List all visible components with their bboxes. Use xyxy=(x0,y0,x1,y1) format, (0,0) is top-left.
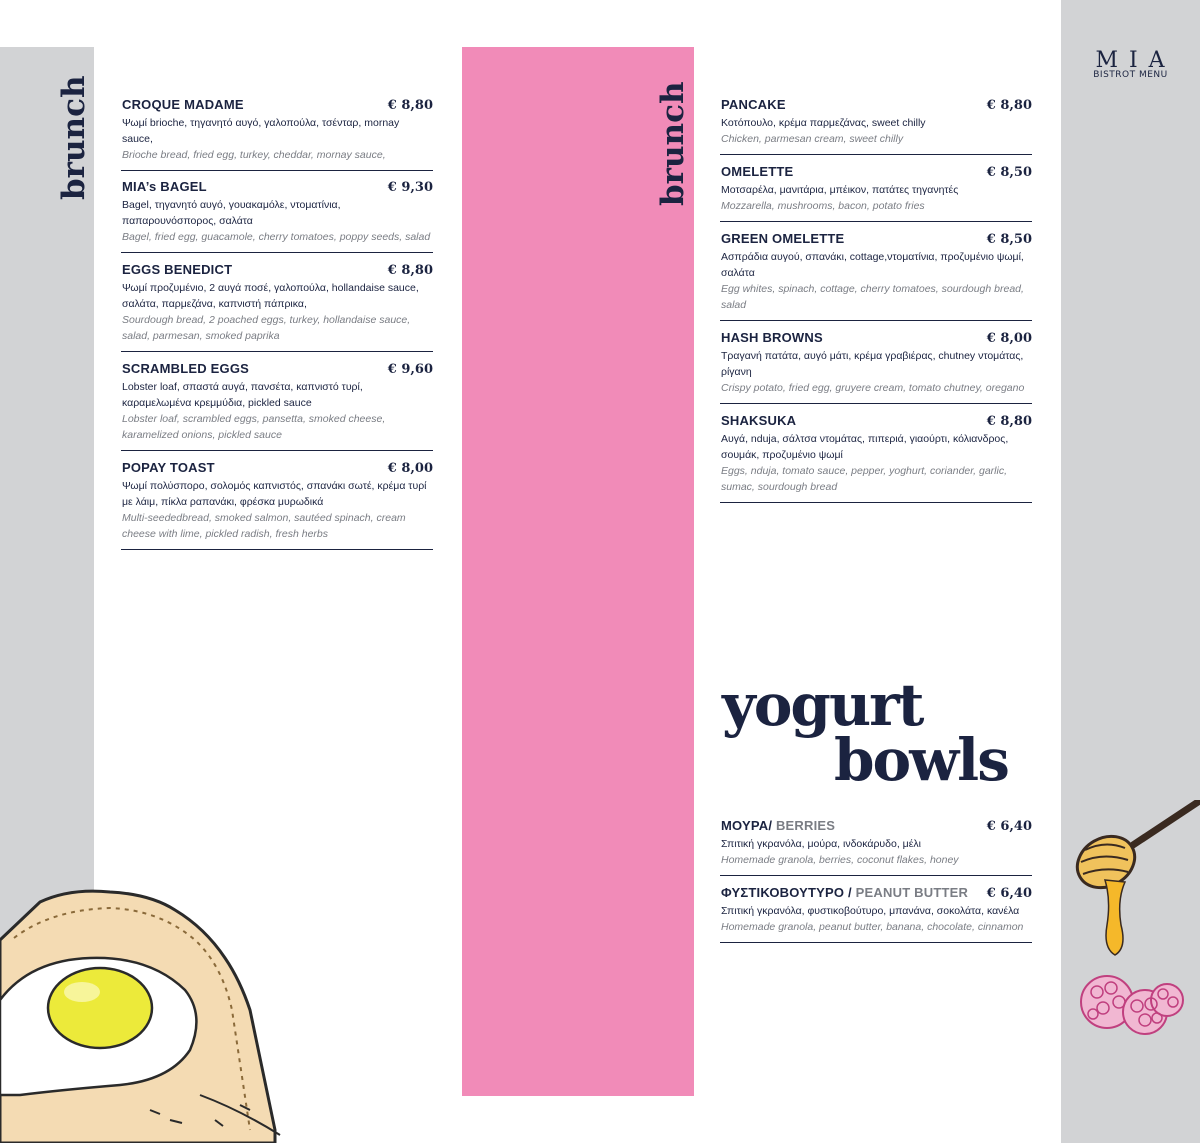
item-desc-english: Homemade granola, peanut butter, banana, chocolate, cinnamon xyxy=(721,921,1024,933)
item-price: € 8,50 xyxy=(986,232,1032,247)
menu-item xyxy=(720,818,1032,876)
item-price: € 9,30 xyxy=(387,180,433,195)
menu-item xyxy=(720,164,1032,222)
item-desc-english: Mozzarella, mushrooms, bacon, potato fries xyxy=(721,200,925,212)
item-price: € 8,80 xyxy=(387,98,433,113)
menu-item xyxy=(121,97,433,171)
yogurt-title-line2: bowls xyxy=(834,726,1008,794)
item-name xyxy=(721,818,835,833)
item-price: € 6,40 xyxy=(986,886,1032,901)
item-desc-english: Egg whites, spinach, cottage, cherry tomatoes, sourdough bread, salad xyxy=(721,283,1024,311)
item-desc-english: Brioche bread, fried egg, turkey, cheddar, mornay sauce, xyxy=(122,149,386,161)
item-price: € 9,60 xyxy=(387,362,433,377)
item-name: PANCAKE xyxy=(721,97,786,112)
item-name: GREEN OMELETTE xyxy=(721,231,845,246)
fried-egg-toast-illustration xyxy=(0,880,290,1143)
item-name-greek: ΜΟΥΡΑ/ xyxy=(721,818,773,833)
item-name-english: BERRIES xyxy=(772,818,836,833)
item-price: € 8,00 xyxy=(387,461,433,476)
menu-item xyxy=(121,262,433,352)
left-section-title: brunch xyxy=(56,75,92,200)
item-desc-greek: Μοτσαρέλα, μανιτάρια, μπέικον, πατάτες τηγανητές xyxy=(721,184,959,196)
item-name: POPAY TOAST xyxy=(122,460,215,475)
yogurt-menu-list xyxy=(720,818,1032,952)
item-price: € 8,80 xyxy=(986,414,1032,429)
item-desc-greek: Κοτόπουλο, κρέμα παρμεζάνας, sweet chilly xyxy=(721,117,926,129)
right-menu-list xyxy=(720,97,1032,512)
left-menu-list xyxy=(121,97,433,559)
item-desc-greek: Ψωμί πολύσπορο, σολομός καπνιστός, σπανάκι σωτέ, κρέμα τυρί με λάιμ, πίκλα ραπανάκι, φρέσκα μυρωδικά xyxy=(122,480,427,508)
middle-section-title: brunch xyxy=(655,81,691,206)
item-price: € 8,80 xyxy=(387,263,433,278)
item-desc-english: Sourdough bread, 2 poached eggs, turkey, hollandaise sauce, salad, parmesan, smoked paprika xyxy=(122,314,411,342)
menu-item xyxy=(720,231,1032,321)
item-desc-english: Chicken, parmesan cream, sweet chilly xyxy=(721,133,904,145)
item-desc-greek: Σπιτική γκρανόλα, φυστικοβούτυρο, μπανάνα, σοκολάτα, κανέλα xyxy=(721,905,1020,917)
item-name: EGGS BENEDICT xyxy=(122,262,233,277)
item-desc-english: Multi-seededbread, smoked salmon, sautéed spinach, cream cheese with lime, pickled radish, fresh herbs xyxy=(122,512,406,540)
menu-item xyxy=(121,179,433,253)
item-desc-greek: Αυγά, nduja, σάλτσα ντομάτας, πιπεριά, γιαούρτι, κόλιανδρος, σουμάκ, προζυμένιο ψωμί xyxy=(721,433,1009,461)
raspberries-illustration xyxy=(1075,970,1185,1040)
item-desc-greek: Bagel, τηγανητό αυγό, γουακαμόλε, ντοματίνια, παπαρουνόσπορος, σαλάτα xyxy=(122,199,341,227)
menu-item xyxy=(720,97,1032,155)
item-price: € 8,80 xyxy=(986,98,1032,113)
item-desc-english: Crispy potato, fried egg, gruyere cream, tomato chutney, oregano xyxy=(721,382,1025,394)
item-desc-english: Homemade granola, berries, coconut flakes, honey xyxy=(721,854,959,866)
honey-dipper-illustration xyxy=(1073,800,1200,960)
menu-item xyxy=(720,330,1032,404)
item-desc-english: Bagel, fried egg, guacamole, cherry tomatoes, poppy seeds, salad xyxy=(122,231,431,243)
item-desc-greek: Ψωμί brioche, τηγανητό αυγό, γαλοπούλα, τσένταρ, mornay sauce, xyxy=(122,117,400,145)
item-price: € 8,50 xyxy=(986,165,1032,180)
logo-name: MIA xyxy=(1095,48,1176,73)
item-name: CROQUE MADAME xyxy=(122,97,244,112)
item-name: OMELETTE xyxy=(721,164,794,179)
item-price: € 6,40 xyxy=(986,819,1032,834)
item-name: MIA’s BAGEL xyxy=(122,179,207,194)
item-desc-greek: Ασπράδια αυγού, σπανάκι, cottage,ντοματίνια, προζυμένιο ψωμί, σαλάτα xyxy=(721,251,1024,279)
item-price: € 8,00 xyxy=(986,331,1032,346)
item-name: SCRAMBLED EGGS xyxy=(122,361,250,376)
item-desc-greek: Lobster loaf, σπαστά αυγά, πανσέτα, καπνιστό τυρί, καραμελωμένα κρεμμύδια, pickled sauce xyxy=(122,381,363,409)
item-name: HASH BROWNS xyxy=(721,330,823,345)
item-desc-greek: Τραγανή πατάτα, αυγό μάτι, κρέμα γραβιέρας, chutney ντομάτας, ρίγανη xyxy=(721,350,1024,378)
item-desc-greek: Σπιτική γκρανόλα, μούρα, ινδοκάρυδο, μέλι xyxy=(721,838,921,850)
item-desc-greek: Ψωμί προζυμένιο, 2 αυγά ποσέ, γαλοπούλα, hollandaise sauce, σαλάτα, παρμεζάνα, καπνιστή πάπρικα, xyxy=(122,282,419,310)
menu-item xyxy=(720,413,1032,503)
menu-item xyxy=(720,885,1032,943)
item-name: SHAKSUKA xyxy=(721,413,797,428)
item-name xyxy=(721,885,968,900)
item-desc-english: Eggs, nduja, tomato sauce, pepper, yoghurt, coriander, garlic, sumac, sourdough bread xyxy=(721,465,1008,493)
item-desc-english: Lobster loaf, scrambled eggs, pansetta, smoked cheese, karamelized onions, pickled sauce xyxy=(122,413,386,441)
item-name-greek: ΦΥΣΤΙΚΟΒΟΥΤΥΡΟ / xyxy=(721,885,852,900)
yogurt-title-line1: yogurt xyxy=(722,671,923,739)
item-name-english: PEANUT BUTTER xyxy=(851,885,969,900)
logo xyxy=(1061,48,1200,80)
logo-subtitle: BISTROT MENU xyxy=(1093,70,1168,80)
menu-item xyxy=(121,361,433,451)
menu-item xyxy=(121,460,433,550)
